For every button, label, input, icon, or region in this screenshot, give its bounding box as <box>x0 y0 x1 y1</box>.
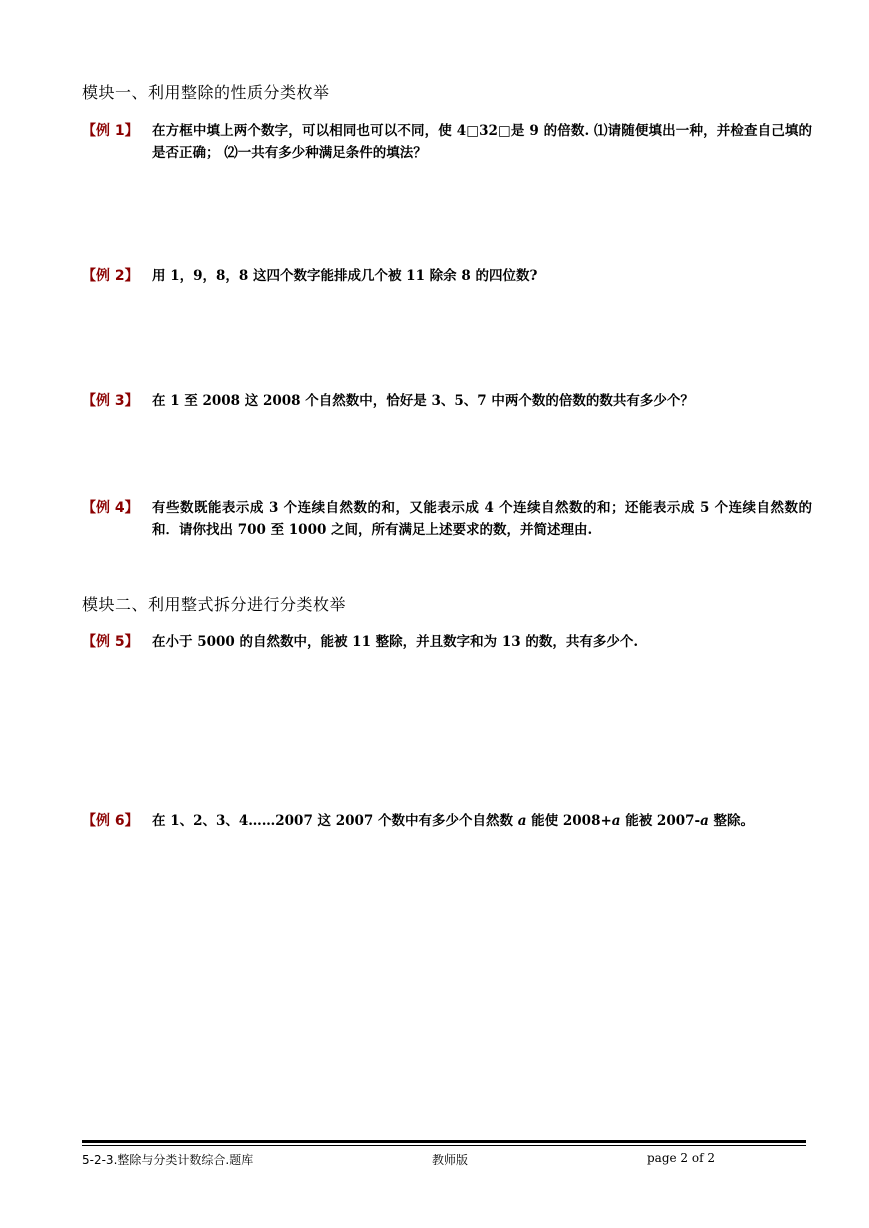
example-3 <box>82 390 812 412</box>
text-part: 能被 2007- <box>620 813 701 829</box>
example-label: 【例 2】 <box>82 268 139 284</box>
variable-a: a <box>700 813 709 829</box>
footer-doc-name: 5-2-3.整除与分类计数综合.题库 <box>82 1153 254 1167</box>
text-part: 整除。 <box>708 813 755 829</box>
variable-a: a <box>517 813 527 829</box>
example-label: 【例 3】 <box>82 393 139 409</box>
text-part: 能使 2008+ <box>526 813 612 829</box>
example-text: 在小于 5000 的自然数中，能被 11 整除，并且数字和为 13 的数，共有多少个. <box>152 634 639 650</box>
footer-rule-thin <box>82 1145 806 1146</box>
section-title-1: 模块一、利用整除的性质分类枚举 <box>82 83 330 102</box>
example-4 <box>82 497 812 541</box>
example-text: 用 1，9，8，8 这四个数字能排成几个被 11 除余 8 的四位数? <box>152 268 538 284</box>
example-text: 在 1 至 2008 这 2008 个自然数中，恰好是 3、5、7 中两个数的倍数的数共有多少个？ <box>152 393 694 409</box>
example-label: 【例 6】 <box>82 813 139 829</box>
example-label: 【例 1】 <box>82 123 139 139</box>
variable-a: a <box>611 813 621 829</box>
section-title-2: 模块二、利用整式拆分进行分类枚举 <box>82 595 347 614</box>
example-text: 有些数既能表示成 3 个连续自然数的和，又能表示成 4 个连续自然数的和；还能表示成 5 个连续自然数的和．请你找出 700 至 1000 之间，所有满足上述要求的数，并简述理由. <box>152 500 812 538</box>
footer-page-number: page 2 of 2 <box>647 1151 715 1165</box>
text-part: 在 1、2、3、4……2007 这 2007 个数中有多少个自然数 <box>152 813 518 829</box>
example-label: 【例 4】 <box>82 500 139 516</box>
footer-edition: 教师版 <box>432 1153 469 1167</box>
example-2 <box>82 265 812 287</box>
example-text <box>152 810 812 832</box>
example-5 <box>82 631 812 653</box>
footer-rule-thick <box>82 1140 806 1143</box>
example-text: 在方框中填上两个数字，可以相同也可以不同，使 4□32□是 9 的倍数. ⑴请随便填出一种，并检查自己填的是否正确； ⑵一共有多少种满足条件的填法？ <box>152 123 812 161</box>
example-6 <box>82 810 812 832</box>
example-label: 【例 5】 <box>82 634 139 650</box>
example-1 <box>82 120 812 164</box>
